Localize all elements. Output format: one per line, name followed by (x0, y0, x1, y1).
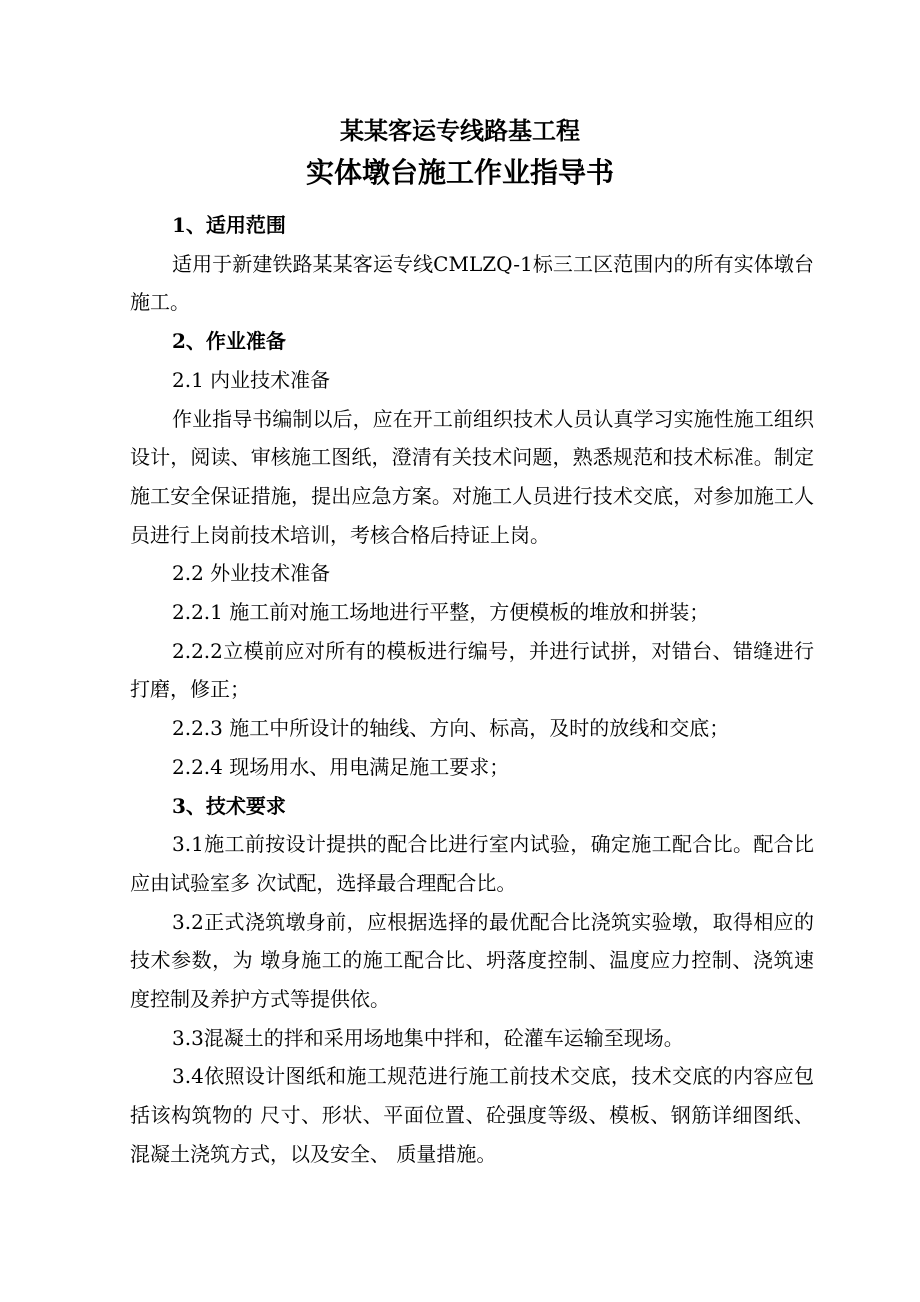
paragraph: 作业指导书编制以后，应在开工前组织技术人员认真学习实施性施工组织设计，阅读、审核施工图纸，澄清有关技术问题，熟悉规范和技术标准。制定施工安全保证措施，提出应急方案。对施工人员进行技术交底，对参加施工人员进行上岗前技术培训，考核合格后持证上岗。 (130, 406, 814, 547)
document-body (130, 206, 814, 1174)
section-heading: 1、适用范围 (172, 213, 286, 237)
paragraph: 3.2正式浇筑墩身前，应根据选择的最优配合比浇筑实验墩，取得相应的技术参数，为 墩身施工的施工配合比、坍落度控制、温度应力控制、浇筑速度控制及养护方式等提供依。 (130, 909, 814, 1012)
paragraph: 适用于新建铁路某某客运专线CMLZQ-1标三工区范围内的所有实体墩台施工。 (130, 251, 814, 315)
subsection-heading: 2.2 外业技术准备 (172, 561, 331, 586)
document-title-line-2: 实体墩台施工作业指导书 (305, 156, 614, 189)
list-item: 2.2.1 施工前对施工场地进行平整，方便模板的堆放和拼装； (172, 600, 710, 625)
section-heading: 2、作业准备 (172, 329, 286, 354)
paragraph: 3.3混凝土的拌和采用场地集中拌和，砼灌车运输至现场。 (172, 1025, 684, 1050)
list-item: 2.2.4 现场用水、用电满足施工要求； (172, 754, 510, 779)
list-item: 2.2.2立模前应对所有的模板进行编号，并进行试拼，对错台、错缝进行打磨，修正； (130, 638, 814, 702)
list-item: 2.2.3 施工中所设计的轴线、方向、标高，及时的放线和交底； (172, 716, 730, 741)
paragraph: 3.1施工前按设计提拱的配合比进行室内试验，确定施工配合比。配合比应由试验室多 次试配，选择最合理配合比。 (130, 832, 814, 895)
paragraph: 3.4依照设计图纸和施工规范进行施工前技术交底，技术交底的内容应包括该构筑物的 尺寸、形状、平面位置、砼强度等级、模板、钢筋详细图纸、混凝土浇筑方式，以及安全、 质量措施。 (130, 1064, 814, 1166)
section-heading: 3、技术要求 (172, 793, 286, 818)
document-title-line-1: 某某客运专线路基工程 (340, 116, 580, 145)
subsection-heading: 2.1 内业技术准备 (172, 367, 331, 392)
